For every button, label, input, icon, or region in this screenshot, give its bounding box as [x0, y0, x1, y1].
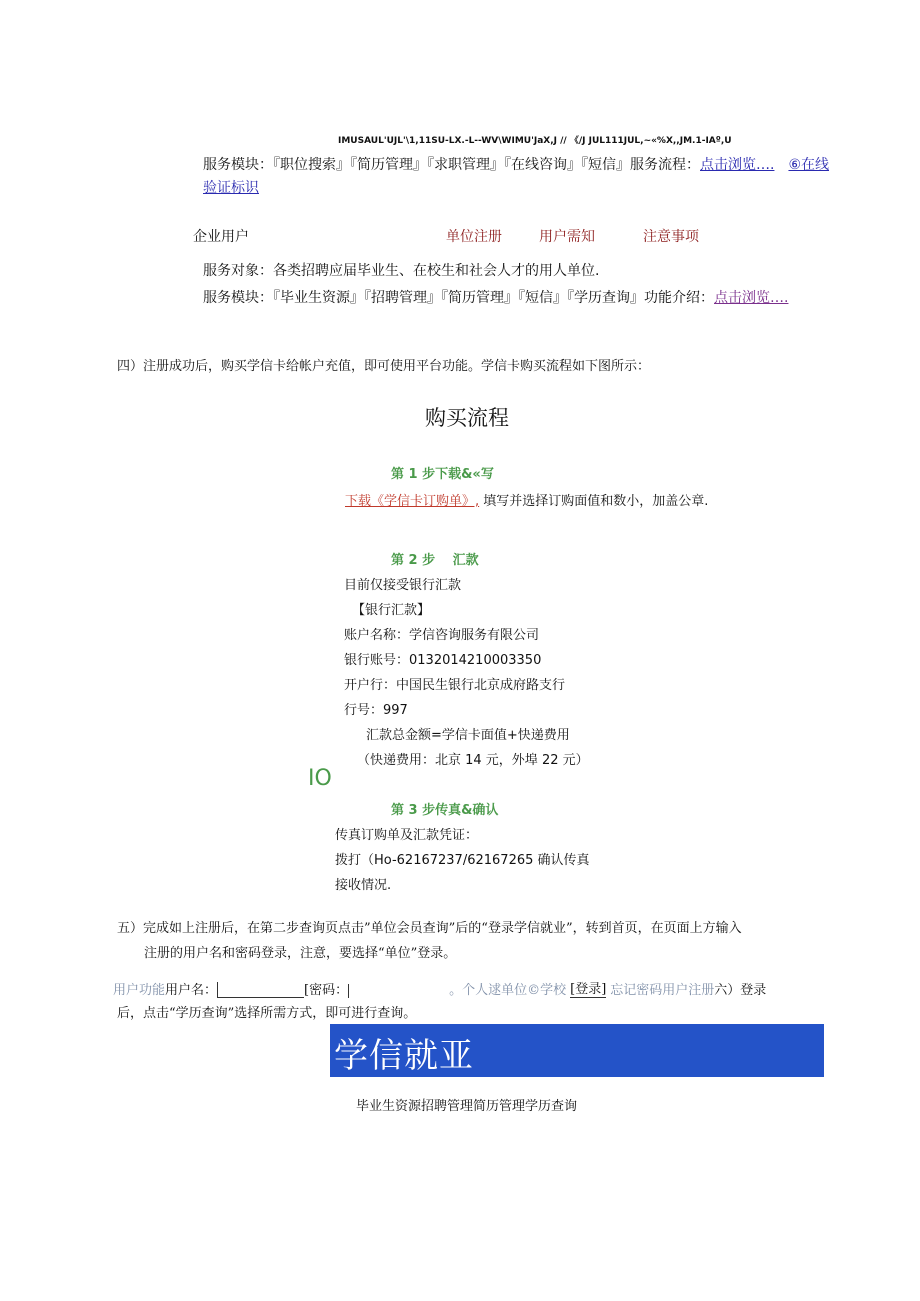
step2-line-2: 【银行汇款】	[352, 603, 431, 618]
step2-line-4: 银行账号：0132014210003350	[344, 653, 542, 668]
bottom-nav-text[interactable]: 毕业生资源招聘管理简历管理学历查询	[356, 1099, 578, 1114]
login-button[interactable]: [登录]	[570, 978, 606, 998]
step2-line-5: 开户行：中国民生银行北京成府路支行	[344, 678, 566, 693]
order-form-download-link[interactable]: 下载《学信卡订购单》,	[345, 494, 480, 509]
enterprise-browse-link[interactable]: 点击浏览….	[714, 290, 789, 306]
step2-title: 第 2 步 汇款	[391, 553, 479, 568]
user-function-label: 用户功能	[113, 983, 166, 998]
step1-line	[345, 490, 708, 509]
step2-line-8: （快递费用：北京 14 元，外埠 22 元）	[357, 753, 589, 768]
section-6-continuation: 后，点击“学历查询”选择所需方式，即可进行查询。	[117, 1006, 417, 1021]
student-browse-link[interactable]: 点击浏览….	[700, 157, 775, 173]
student-modules-line	[203, 154, 829, 174]
step1-title: 第 1 步下载&«写	[391, 467, 494, 482]
step2-line-1: 目前仅接受银行汇款	[344, 578, 462, 593]
nav-user-notice[interactable]: 用户需知	[539, 229, 595, 245]
student-modules-text: 服务模块：『职位搜索』『简历管理』『求职管理』『在线咨询』『短信』服务流程：	[203, 157, 700, 173]
step3-title: 第 3 步传真&确认	[391, 803, 499, 818]
login-bar	[113, 978, 766, 998]
step1-text: 填写并选择订购面值和数小，加盖公章.	[483, 494, 709, 509]
step2-line-3: 账户名称：学信咨询服务有限公司	[344, 628, 540, 643]
role-options[interactable]: 。个人逑单位©学校	[449, 983, 567, 998]
username-input[interactable]	[217, 982, 304, 998]
enterprise-modules-text: 服务模块：『毕业生资源』『招聘管理』『简历管理』『短信』『学历查询』功能介绍：	[203, 290, 714, 306]
password-label: [密码：	[304, 983, 349, 998]
section-5-line-2: 注册的用户名和密码登录，注意，要选择“单位”登录。	[144, 946, 457, 961]
banner-title: 学信就亚	[334, 1036, 474, 1076]
section-5-line-1: 五）完成如上注册后，在第二步查询页点击”单位会员查询”后的“登录学信就业”，转到首页，在页面上方输入	[117, 921, 742, 936]
section-4-text: 四）注册成功后，购买学信卡给帐户充值，即可使用平台功能。学信卡购买流程如下图所示：	[117, 359, 651, 374]
username-label: 用户名：	[165, 983, 218, 998]
purchase-flow-title: 购买流程	[425, 406, 509, 430]
step3-line-1: 传真订购单及汇款凭证：	[335, 828, 479, 843]
step3-line-3: 接收情况.	[335, 878, 392, 893]
enterprise-label: 企业用户	[193, 229, 249, 245]
step2-line-7: 汇款总金额=学信卡面值+快递费用	[366, 728, 570, 743]
nav-unit-register[interactable]: 单位注册	[446, 229, 502, 245]
enterprise-service-target: 服务对象：各类招聘应届毕业生、在校生和社会人才的用人单位.	[203, 263, 600, 279]
enterprise-modules-line	[203, 287, 788, 307]
verify-link-part2[interactable]: 验证标识	[203, 180, 259, 196]
site-banner	[330, 1024, 824, 1077]
section-6-start: 六）登录	[714, 983, 767, 998]
io-mark: IO	[308, 766, 332, 791]
step2-line-6: 行号：997	[344, 703, 408, 718]
step3-line-2: 拨打（Ho-62167237/62167265 确认传真	[335, 853, 590, 868]
nav-attention-items[interactable]: 注意事项	[643, 229, 699, 245]
garbled-header-text: IMUSAUL'UJL'\1,11SU-LX.-L--WV\WIMU'JaX,J // 《/J JUL111JUL,~«%X,,JM.1-IAº,U	[338, 136, 732, 146]
verify-link-part1[interactable]: ⑥在线	[788, 157, 830, 173]
password-input-edge	[348, 984, 349, 998]
forgot-register-links[interactable]: 忘记密码用户注册	[610, 983, 715, 998]
